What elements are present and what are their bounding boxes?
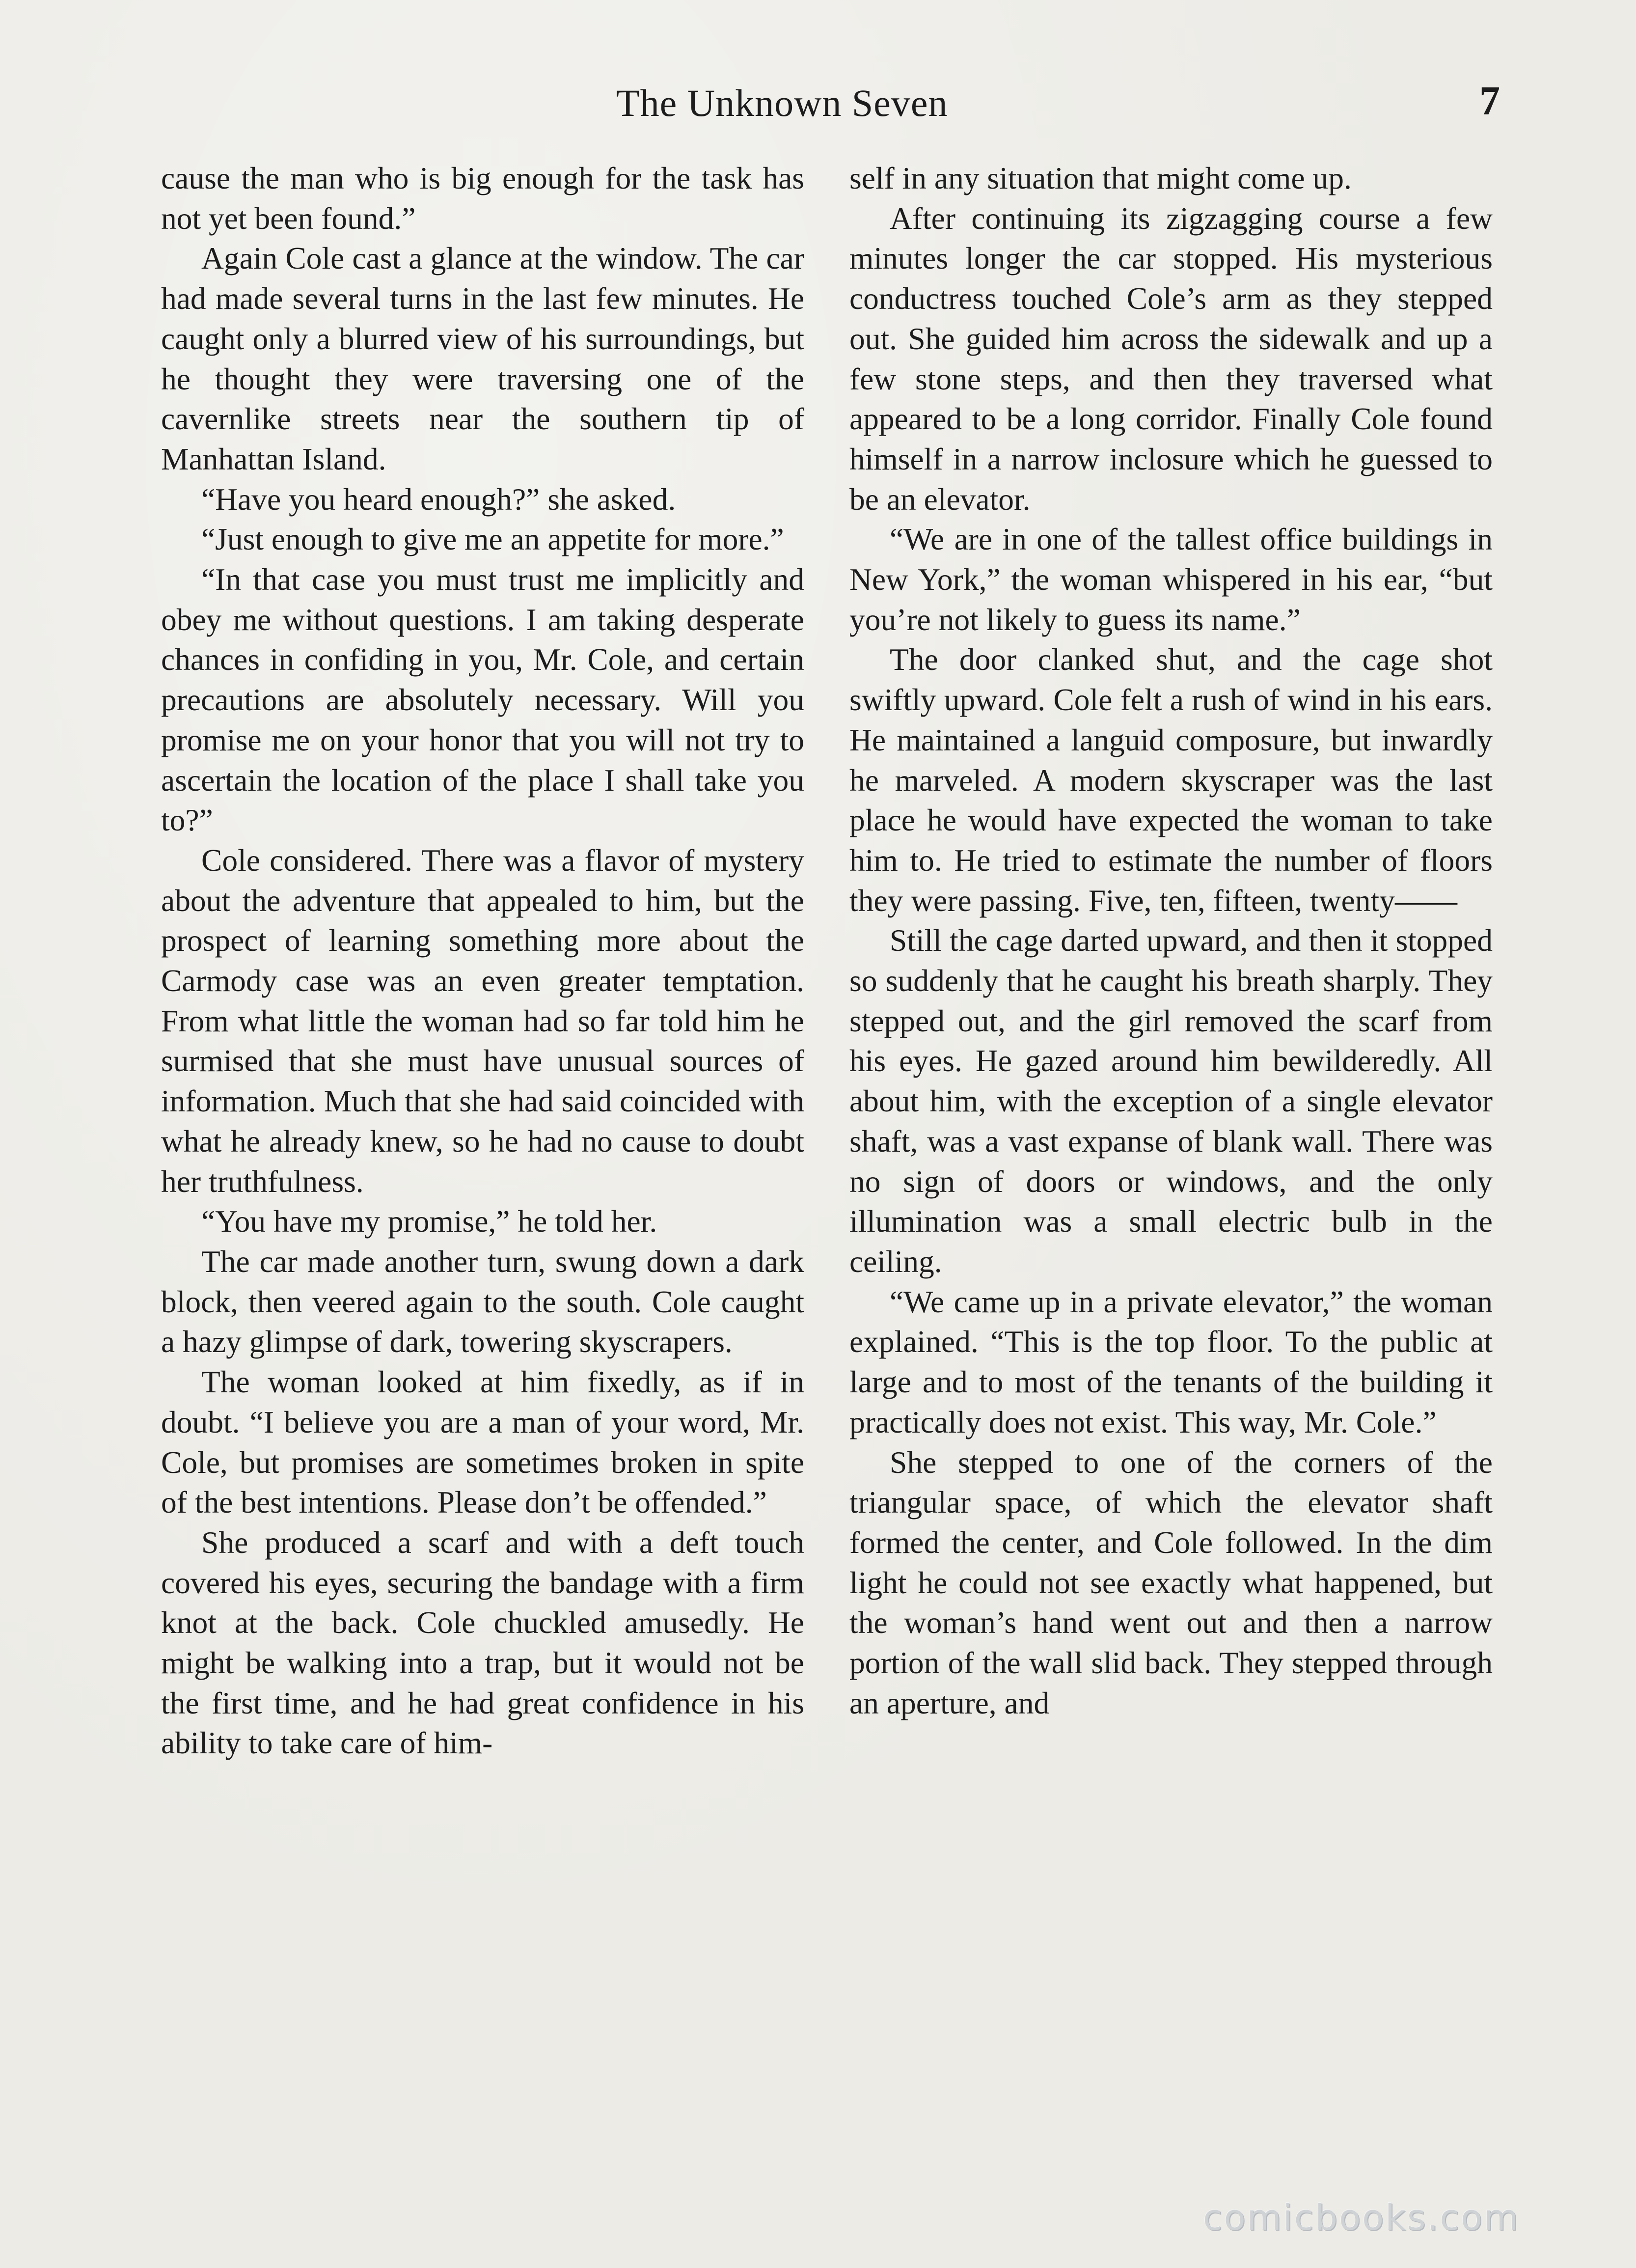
paragraph: “We are in one of the tallest office buildings in New York,” the woman whispered in his ear, “but you’re not likely to guess its name.” [849,522,1493,637]
paragraph: Still the cage darted upward, and then it stopped so suddenly that he caught his breath sharply. They stepped out, and the girl removed the scarf from his eyes. He gazed around him bewilderedly. All about him, with the exception of a single elevator shaft, was a vast expanse of blank wall. There was no sign of doors or windows, and the only illumination was a small electric bulb in the ceiling. [849,923,1493,1279]
running-title: The Unknown Seven [616,82,948,124]
page-number: 7 [1479,78,1500,124]
watermark: comicbooks.com [1203,2197,1520,2238]
paragraph: self in any situation that might come up. [849,161,1352,195]
paragraph: “You have my promise,” he told her. [201,1204,657,1239]
paragraph: After continuing its zigzagging course a few minutes longer the car stopped. His mysterious conductress touched Cole’s arm as they stepped out. She guided him across the sidewalk and up a few stone steps, and then they traversed what appeared to be a long corridor. Finally Cole found himself in a narrow inclosure which he guessed to be an elevator. [849,200,1493,517]
paragraph: She stepped to one of the corners of the triangular space, of which the elevator shaft formed the center, and Cole followed. In the dim light he could not see exactly what happened, but the woman’s hand went out and then a narrow portion of the wall slid back. They stepped through an aperture, and [849,1444,1493,1720]
paragraph: “In that case you must trust me implicitly and obey me without questions. I am taking desperate chances in confiding in you, Mr. Cole, and certain precautions are absolutely necessary. Will you promise me on your honor that you will not try to ascertain the location of the place I shall take you to?” [161,562,804,838]
paragraph: cause the man who is big enough for the task has not yet been found.” [161,161,804,236]
paragraph: The door clanked shut, and the cage shot swiftly upward. Cole felt a rush of wind in his ears. He maintained a languid composure, but inwardly he marveled. A modern skyscraper was the last place he would have expected the woman to take him to. He tried to estimate the number of floors they were passing. Five, ten, fifteen, twenty—— [849,642,1493,918]
paragraph: The woman looked at him fixedly, as if in doubt. “I believe you are a man of your word, Mr. Cole, but promises are sometimes broken in spite of the best intentions. Please don’t be offended.” [161,1364,804,1520]
paragraph: Cole considered. There was a flavor of mystery about the adventure that appealed to him, but the prospect of learning something more about the Carmody case was an even greater temptation. From what little the woman had so far told him he surmised that she must have unusual sources of information. Much that she had said coincided with what he already knew, so he had no cause to doubt her truthfulness. [161,842,804,1199]
paragraph: “Have you heard enough?” she asked. [201,481,676,517]
text-column-right [849,158,1493,1723]
text-column-left [161,158,804,1763]
paragraph: Again Cole cast a glance at the window. The car had made several turns in the last few minutes. He caught only a blurred view of his surroundings, but he thought they were traversing one of the cavernlike streets near the southern tip of Manhattan Island. [161,241,804,476]
paragraph: The car made another turn, swung down a dark block, then veered again to the south. Cole caught a hazy glimpse of dark, towering skyscrapers. [161,1244,804,1359]
paragraph: “Just enough to give me an appetite for more.” [201,522,784,557]
page-header [0,79,1636,128]
paragraph: She produced a scarf and with a deft touch covered his eyes, securing the bandage with a firm knot at the back. Cole chuckled amusedly. He might be walking into a trap, but it would not be the first time, and he had great confidence in his ability to take care of him- [161,1524,804,1761]
paragraph: “We came up in a private elevator,” the woman explained. “This is the top floor. To the public at large and to most of the tenants of the building it practically does not exist. This way, Mr. Cole.” [849,1284,1493,1439]
